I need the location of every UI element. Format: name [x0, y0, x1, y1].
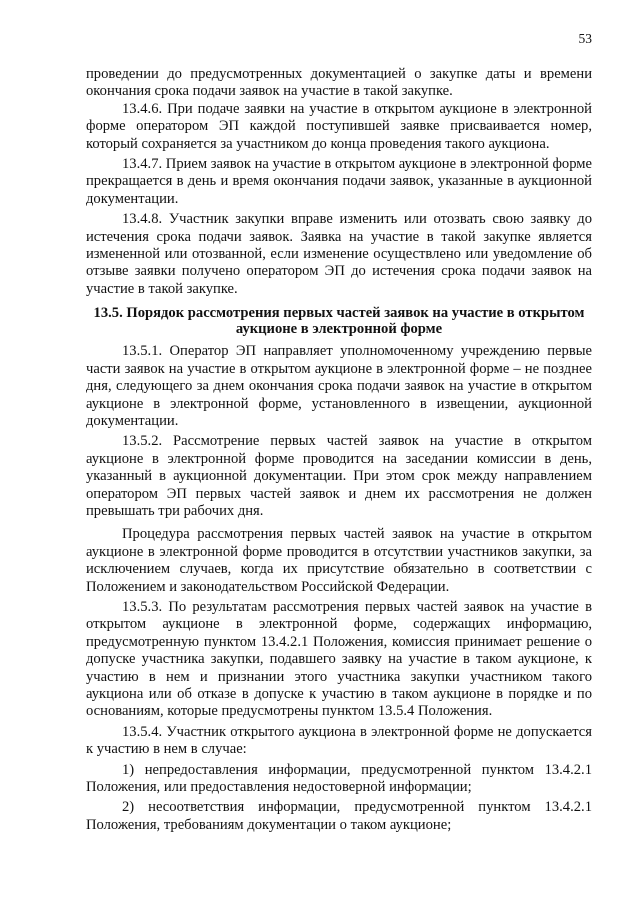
- paragraph-continuation: проведении до предусмотренных документацией о закупке даты и времени окончания срока подачи заявок на участие в такой закупке.: [86, 66, 592, 100]
- paragraph-13-4-8: 13.4.8. Участник закупки вправе изменить или отозвать свою заявку до истечения срока подачи заявок. Заявка на участие в такой закупке является измененной или отозванной, если изменение осуществлено или уведомление об отзыве заявки получено оператором ЭП до истечения срока подачи заявок на участие в такой закупке.: [86, 211, 592, 297]
- page-number: 53: [578, 31, 592, 46]
- paragraph-13-4-6: 13.4.6. При подаче заявки на участие в открытом аукционе в электронной форме оператором ЭП каждой поступившей заявке присваивается номер, который сохраняется за участником до конца проведения такого аукциона.: [86, 100, 592, 152]
- paragraph-13-5-3: 13.5.3. По результатам рассмотрения первых частей заявок на участие в открытом аукционе в электронной форме, содержащих информацию, предусмотренную пунктом 13.4.2.1 Положения, комиссия принимает решение о допуске участника закупки, подавшего заявку на участие в таком аукционе, к участию в нем и признании этого участника закупки участником такого аукциона или об отказе в допуске к участию в таком аукционе в порядке и по основаниям, которые предусмотрены пунктом 13.5.4 Положения.: [86, 598, 592, 720]
- document-body: [86, 66, 592, 834]
- paragraph-13-5-2: 13.5.2. Рассмотрение первых частей заявок на участие в открытом аукционе в электронной форме проводится на заседании комиссии в день, указанный в аукционной документации. При этом срок между направлением оператором ЭП первых частей заявок и днем их рассмотрения не должен превышать три рабочих дня.: [86, 433, 592, 519]
- paragraph-procedure: Процедура рассмотрения первых частей заявок на участие в открытом аукционе в электронной форме проводится в отсутствии участников закупки, за исключением случаев, когда их присутствие обязательно в соответствии с Положением и законодательством Российской Федерации.: [86, 526, 592, 595]
- list-item-2: 2) несоответствия информации, предусмотренной пунктом 13.4.2.1 Положения, требованиям документации о таком аукционе;: [86, 799, 592, 833]
- paragraph-13-4-7: 13.4.7. Прием заявок на участие в открытом аукционе в электронной форме прекращается в день и время окончания подачи заявок, указанные в аукционной документации.: [86, 156, 592, 207]
- list-item-1: 1) непредоставления информации, предусмотренной пунктом 13.4.2.1 Положения, или предоставления недостоверной информации;: [86, 761, 592, 796]
- paragraph-13-5-4: 13.5.4. Участник открытого аукциона в электронной форме не допускается к участию в нем в случае:: [86, 723, 592, 758]
- section-title: 13.5. Порядок рассмотрения первых частей заявок на участие в открытом аукционе в электронной форме: [93, 305, 585, 337]
- paragraph-13-5-1: 13.5.1. Оператор ЭП направляет уполномоченному учреждению первые части заявок на участие в открытом аукционе в электронной форме – не позднее дня, следующего за днем окончания срока подачи заявок на участие в открытом аукционе в электронной форме, установленного в извещении, аукционной документации.: [86, 343, 592, 429]
